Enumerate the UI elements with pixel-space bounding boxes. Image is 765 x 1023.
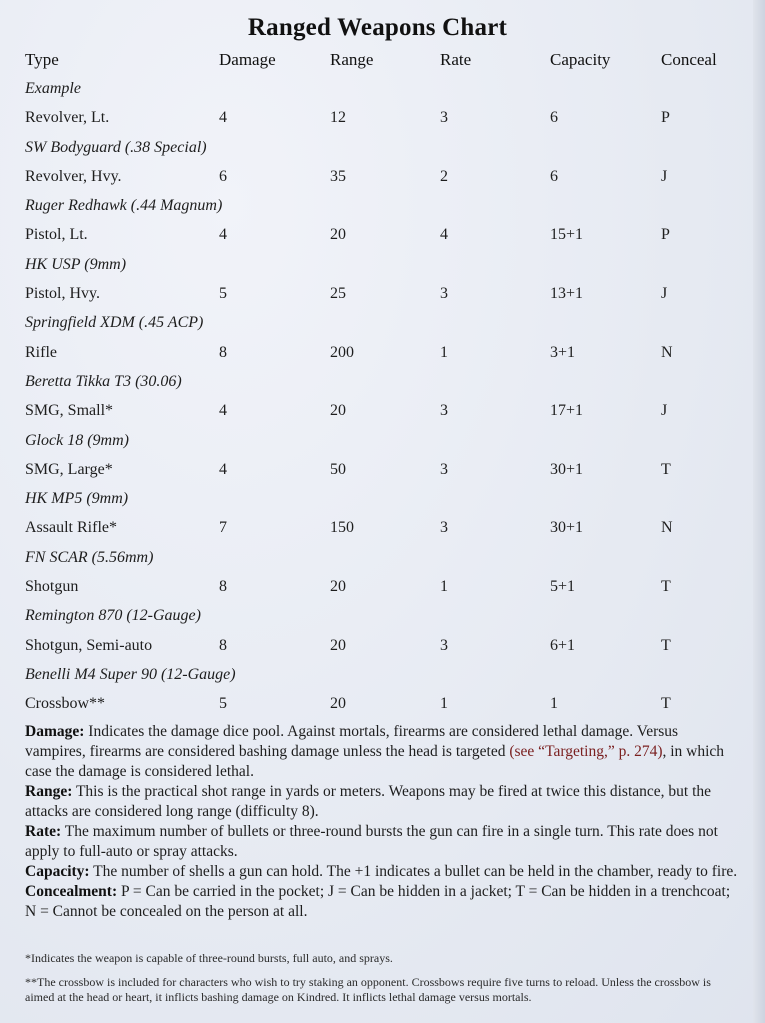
cell-type: SW Bodyguard (.38 Special): [25, 138, 207, 156]
example-model-row: [0, 312, 755, 341]
cell-damage: 8: [219, 343, 227, 361]
cell-capacity: 5+1: [550, 578, 576, 596]
table-row: [0, 517, 755, 546]
cell-type: Springfield XDM (.45 ACP): [25, 314, 204, 332]
cell-range: 12: [330, 109, 346, 127]
note-capacity: [25, 862, 740, 882]
cell-type: SMG, Small*: [25, 402, 114, 420]
cell-type: Rifle: [25, 343, 57, 361]
table-row: [0, 693, 755, 722]
header-range: Range: [330, 50, 374, 69]
cell-type: Example: [25, 80, 81, 97]
footnote-double-asterisk: **The crossbow is included for characters who wish to try staking an opponent. Crossbows require five turns to reload. Unless the crossbow is aimed at the head or heart, it inflicts bashing damage on Kindred. It inflicts lethal damage versus mortals.: [25, 975, 711, 1004]
cell-rate: 3: [440, 109, 448, 127]
cell-type: Glock 18 (9mm): [25, 431, 129, 449]
cell-rate: 3: [440, 402, 448, 420]
chart-title: Ranged Weapons Chart: [247, 14, 508, 41]
cell-type: Shotgun, Semi-auto: [25, 636, 153, 654]
cell-capacity: 30+1: [550, 460, 584, 478]
note-rate-text: The maximum number of bullets or three-round bursts the gun can fire in a single turn. This rate does not apply to full-auto or spray attacks.: [25, 823, 718, 860]
targeting-cross-reference: (see “Targeting,” p. 274): [509, 743, 663, 760]
cell-capacity: 6: [550, 167, 558, 185]
note-rate: [25, 822, 740, 862]
cell-conceal: P: [661, 109, 670, 127]
table-row: [0, 283, 755, 312]
cell-rate: 4: [440, 226, 448, 244]
footnote-single-asterisk: *Indicates the weapon is capable of three-round bursts, full auto, and sprays.: [25, 951, 393, 965]
cell-range: 20: [330, 695, 346, 713]
cell-conceal: J: [661, 285, 668, 303]
cell-capacity: 6: [550, 109, 558, 127]
note-concealment: [25, 882, 740, 922]
cell-type: HK MP5 (9mm): [25, 490, 129, 508]
note-range-text: This is the practical shot range in yards or meters. Weapons may be fired at twice this distance, but the attacks are considered long range (difficulty 8).: [25, 783, 712, 820]
example-model-row: [0, 195, 755, 224]
cell-type: Assault Rifle*: [25, 519, 117, 537]
cell-conceal: P: [661, 226, 670, 244]
cell-type: Revolver, Hvy.: [25, 167, 122, 185]
example-model-row: [0, 430, 755, 459]
cell-conceal: N: [661, 343, 673, 361]
table-row: [0, 342, 755, 371]
header-capacity: Capacity: [550, 50, 611, 69]
cell-type: Remington 870 (12-Gauge): [25, 607, 201, 625]
cell-type: Pistol, Hvy.: [25, 285, 100, 303]
note-damage-text-a: Indicates the damage dice pool. Against mortals, firearms are considered lethal damage. Versus vampires, firearms are considered bashing damage unless the head is targeted: [25, 723, 679, 760]
example-model-row: [0, 664, 755, 693]
note-range: [25, 782, 740, 822]
cell-conceal: T: [661, 578, 671, 596]
cell-damage: 4: [219, 402, 227, 420]
cell-damage: 4: [219, 460, 227, 478]
header-type: Type: [25, 50, 59, 69]
table-row: [0, 635, 755, 664]
cell-rate: 2: [440, 167, 448, 185]
note-range-label: Range:: [25, 783, 73, 800]
note-capacity-text: The number of shells a gun can hold. The +1 indicates a bullet can be held in the chamber, ready to fire.: [89, 863, 738, 880]
example-model-row: [0, 488, 755, 517]
cell-rate: 3: [440, 519, 448, 537]
table-row: [0, 576, 755, 605]
cell-range: 20: [330, 226, 346, 244]
cell-range: 25: [330, 285, 346, 303]
cell-type: HK USP (9mm): [25, 255, 127, 273]
example-model-row: [0, 605, 755, 634]
cell-damage: 4: [219, 109, 227, 127]
cell-capacity: 30+1: [550, 519, 584, 537]
example-model-row: [0, 371, 755, 400]
table-row: [0, 107, 755, 136]
cell-rate: 3: [440, 636, 448, 654]
cell-damage: 5: [219, 285, 227, 303]
cell-conceal: J: [661, 402, 668, 420]
table-row: [0, 224, 755, 253]
cell-rate: 1: [440, 343, 448, 361]
note-concealment-label: Concealment:: [25, 883, 118, 900]
cell-conceal: J: [661, 167, 668, 185]
table-row: [0, 166, 755, 195]
example-model-row: [0, 547, 755, 576]
cell-capacity: 13+1: [550, 285, 584, 303]
cell-type: Revolver, Lt.: [25, 109, 110, 127]
example-model-row: [0, 137, 755, 166]
cell-range: 20: [330, 578, 346, 596]
cell-type: Shotgun: [25, 578, 79, 596]
header-conceal: Conceal: [661, 50, 717, 69]
cell-damage: 6: [219, 167, 227, 185]
cell-type: Pistol, Lt.: [25, 226, 88, 244]
cell-capacity: 17+1: [550, 402, 584, 420]
cell-range: 35: [330, 167, 346, 185]
cell-conceal: T: [661, 636, 671, 654]
example-model-row: [0, 78, 755, 107]
cell-range: 20: [330, 402, 346, 420]
cell-type: Beretta Tikka T3 (30.06): [25, 372, 182, 390]
cell-range: 50: [330, 460, 346, 478]
cell-type: Ruger Redhawk (.44 Magnum): [25, 197, 223, 215]
cell-type: Crossbow**: [25, 695, 106, 713]
cell-rate: 3: [440, 460, 448, 478]
note-damage-label: Damage:: [25, 723, 85, 740]
cell-capacity: 15+1: [550, 226, 584, 244]
cell-capacity: 3+1: [550, 343, 576, 361]
cell-damage: 5: [219, 695, 227, 713]
cell-conceal: N: [661, 519, 673, 537]
cell-type: FN SCAR (5.56mm): [25, 548, 154, 566]
note-rate-label: Rate:: [25, 823, 62, 840]
cell-capacity: 6+1: [550, 636, 576, 654]
header-rate: Rate: [440, 50, 472, 69]
cell-conceal: T: [661, 695, 671, 713]
cell-rate: 3: [440, 285, 448, 303]
note-capacity-label: Capacity:: [25, 863, 90, 880]
cell-damage: 8: [219, 578, 227, 596]
cell-damage: 4: [219, 226, 227, 244]
example-model-row: [0, 254, 755, 283]
cell-type: SMG, Large*: [25, 460, 113, 478]
cell-rate: 1: [440, 578, 448, 596]
note-damage: [25, 722, 740, 782]
header-damage: Damage: [219, 50, 276, 69]
cell-rate: 1: [440, 695, 448, 713]
cell-range: 20: [330, 636, 346, 654]
table-row: [0, 459, 755, 488]
cell-damage: 8: [219, 636, 227, 654]
weapons-table: [0, 78, 755, 723]
cell-range: 200: [330, 343, 354, 361]
cell-capacity: 1: [550, 695, 558, 713]
cell-type: Benelli M4 Super 90 (12-Gauge): [25, 665, 236, 683]
table-header: [0, 50, 755, 74]
table-row: [0, 400, 755, 429]
cell-range: 150: [330, 519, 354, 537]
cell-conceal: T: [661, 460, 671, 478]
note-damage-text-b: , in which case the damage is considered lethal.: [25, 743, 725, 780]
note-concealment-text: P = Can be carried in the pocket; J = Can be hidden in a jacket; T = Can be hidden in a trenchcoat; N = Cannot be concealed on the person at all.: [25, 883, 731, 920]
cell-damage: 7: [219, 519, 227, 537]
notes: [25, 722, 740, 922]
